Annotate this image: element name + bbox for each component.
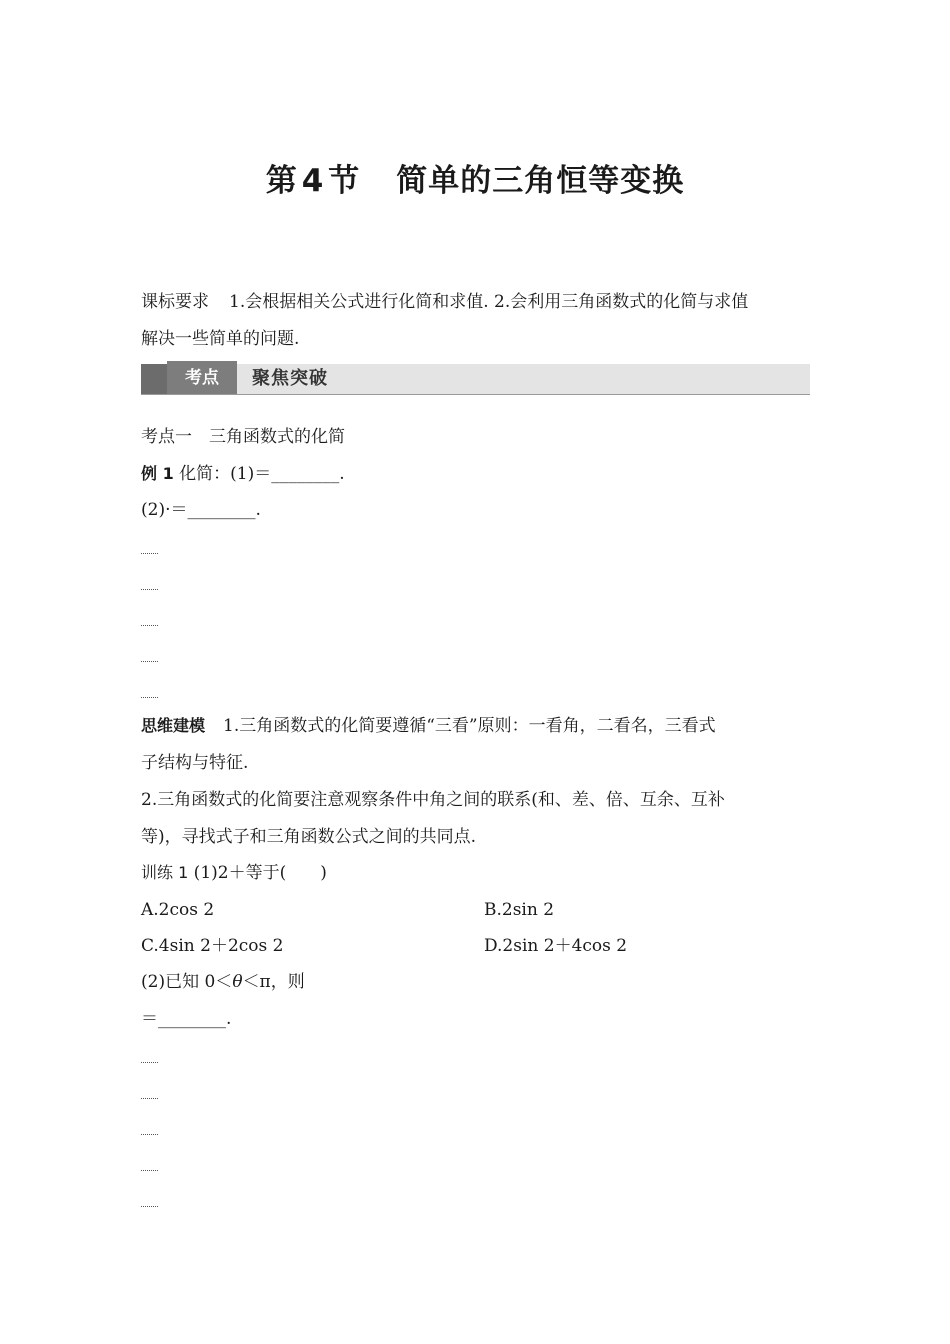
- example-1-part-2: (2)·＝________.: [141, 500, 261, 520]
- example-1-part-1: 化简：(1)＝________.: [173, 464, 345, 484]
- topic-heading: 考点一 三角函数式的化简: [141, 427, 345, 447]
- question-2-suffix: ＜π，则: [242, 972, 305, 992]
- dotted-placeholder: [141, 697, 158, 698]
- example-1: [141, 462, 345, 486]
- requirements-line-2: 解决一些简单的问题.: [141, 329, 300, 349]
- dotted-placeholder: [141, 625, 158, 626]
- example-1-label: 例 1: [141, 464, 174, 483]
- title-number: 4: [301, 163, 325, 199]
- dotted-placeholder: [141, 661, 158, 662]
- option-d: D.2sin 2＋4cos 2: [484, 936, 628, 956]
- requirements-line-1: [141, 290, 748, 314]
- training-1-question-2: [141, 970, 305, 994]
- page-title: [0, 155, 950, 200]
- dotted-placeholder: [141, 1170, 158, 1171]
- section-bar: [141, 364, 810, 395]
- thinking-line-3: 2.三角函数式的化简要注意观察条件中角之间的联系(和、差、倍、互余、互补: [141, 790, 725, 810]
- thinking-line-1: [141, 714, 716, 738]
- requirements-label: 课标要求: [141, 292, 209, 312]
- theta-symbol: θ: [232, 972, 243, 992]
- dotted-placeholder: [141, 1206, 158, 1207]
- title-prefix: 第: [265, 163, 298, 199]
- training-1-label: 训练 1: [141, 863, 189, 882]
- question-2-answer-line: ＝________.: [141, 1009, 232, 1029]
- title-section: 节: [328, 163, 361, 199]
- title-name: 简单的三角恒等变换: [396, 163, 685, 199]
- dotted-placeholder: [141, 553, 158, 554]
- dotted-placeholder: [141, 1062, 158, 1063]
- requirements-text-1: 1.会根据相关公式进行化简和求值. 2.会利用三角函数式的化简与求值: [229, 292, 749, 312]
- option-b: B.2sin 2: [484, 900, 555, 920]
- section-bar-label: 聚焦突破: [252, 368, 328, 389]
- section-bar-tab: 考点: [167, 361, 237, 394]
- question-2-prefix: (2)已知 0＜: [141, 972, 233, 992]
- thinking-line-2: 子结构与特征.: [141, 753, 249, 773]
- option-a: A.2cos 2: [141, 900, 215, 920]
- option-c: C.4sin 2＋2cos 2: [141, 936, 284, 956]
- dotted-placeholder: [141, 1134, 158, 1135]
- thinking-label: 思维建模: [141, 716, 206, 735]
- dotted-placeholder: [141, 1098, 158, 1099]
- dotted-placeholder: [141, 589, 158, 590]
- thinking-line-4: 等)，寻找式子和三角函数公式之间的共同点.: [141, 827, 477, 847]
- training-1-question-1: (1)2＋等于( ): [188, 863, 327, 883]
- thinking-text-1: 1.三角函数式的化简要遵循“三看”原则：一看角，二看名，三看式: [223, 716, 716, 736]
- training-1: [141, 861, 327, 885]
